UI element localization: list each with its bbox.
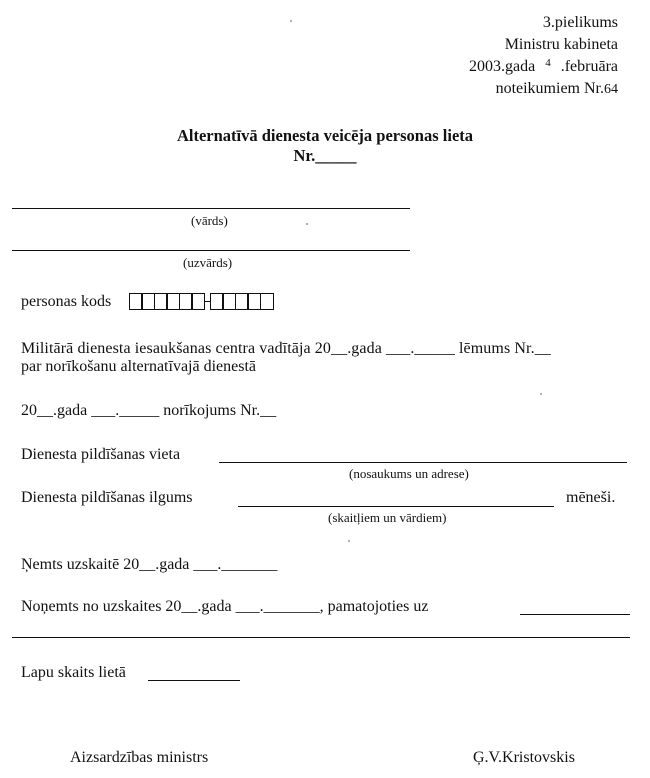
deregistered-line: Noņemts no uzskaites 20__.gada ___._______, pamatojoties uz [21,598,429,615]
minister-name: Ģ.V.Kristovskis [473,749,575,766]
pages-label: Lapu skaits lietā [21,664,126,681]
regulation-number [496,80,618,98]
personal-code-boxes[interactable] [130,291,274,311]
duration-caption: (skaitļiem un vārdiem) [328,510,447,525]
decision-line-2: par norīkošanu alternatīvajā dienestā [21,358,257,375]
regulation-date [469,58,618,76]
minister-position: Aizsardzības ministrs [70,749,209,766]
date-prefix: 2003.gada [469,58,536,75]
pages-line[interactable] [148,680,240,681]
order-line: 20__.gada ___._____ norīkojums Nr.__ [21,402,277,419]
place-caption: (nosaukums un adrese) [349,466,469,481]
scan-speck [540,393,542,395]
registered-line: Ņemts uzskaitē 20__.gada ___._______ [21,556,278,573]
place-label: Dienesta pildīšanas vieta [21,446,181,463]
name-line[interactable] [12,208,410,209]
document-number: Nr._____ [293,146,357,165]
code-box[interactable] [260,293,274,310]
duration-line[interactable] [238,506,554,507]
basis-line[interactable] [520,614,630,615]
annex-label: 3.pielikums [542,14,618,31]
code-box[interactable] [191,293,205,310]
scan-speck [306,223,308,225]
name-caption: (vārds) [191,213,228,228]
surname-caption: (uzvārds) [183,255,233,270]
date-day: 4 [545,57,551,69]
regulation-prefix: noteikumiem Nr. [495,80,604,97]
surname-line[interactable] [12,250,410,251]
document-title: Alternatīvā dienesta veicēja personas lieta [176,126,474,145]
scan-speck [290,20,292,22]
scan-speck [348,540,350,542]
date-suffix: .februāra [560,58,618,75]
duration-label: Dienesta pildīšanas ilgums [21,489,193,506]
place-line[interactable] [219,462,627,463]
basis-continuation-line[interactable] [12,637,630,638]
duration-unit: mēneši. [566,489,616,506]
regulation-number-value: 64 [604,82,618,97]
decision-line: Militārā dienesta iesaukšanas centra vadītāja 20__.gada ___._____ lēmums Nr.__ [21,340,551,357]
personal-code-label: personas kods [21,293,112,310]
cabinet-label: Ministru kabineta [504,36,618,53]
